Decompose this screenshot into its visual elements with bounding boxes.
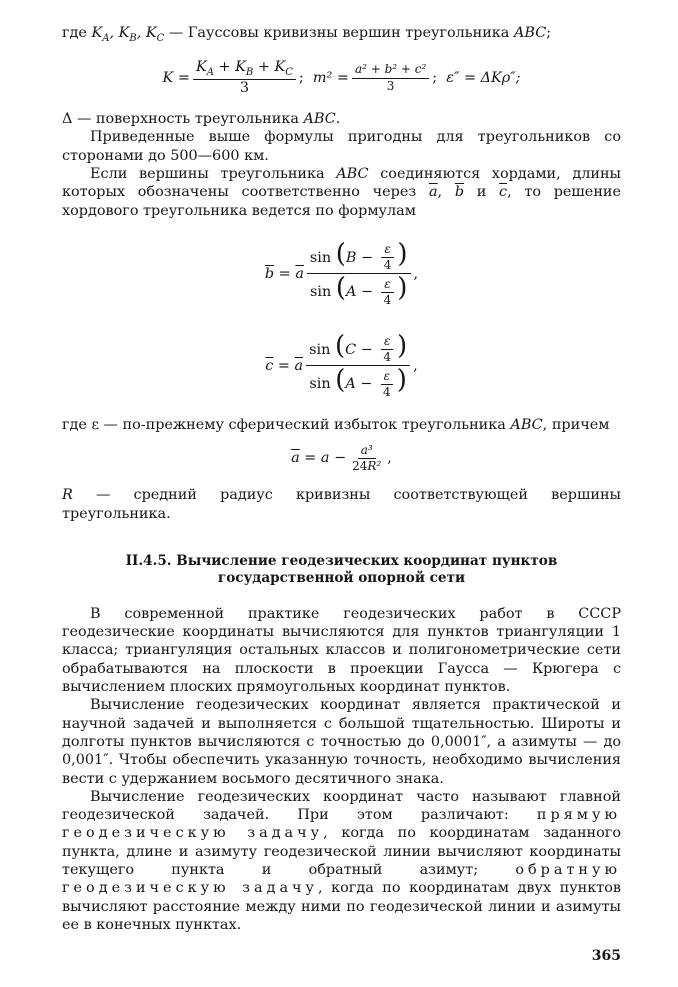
formula-b-bar: $\overline{b}$ = $\overline{a}$ sin (B − $\frac{\varepsilon}{4}$ ) sin (A − $\frac{\varepsilon}{4}$ ) ,: [264, 238, 419, 307]
delta-definition: Δ — поверхность треугольника ABC.: [62, 111, 341, 128]
formulas-valid-paragraph: Приведенные выше формулы пригодны для треугольников со сторонами до 500—600 км.: [62, 129, 621, 164]
paragraph-practice: В современной практике геодезических работ в СССР геодезические координаты вычисляются для пунктов триангуляции 1 класса; триангуляция остальных классов и полигонометрические сети обрабатываются на плоскости в проекции Гаусса — Крюгера с вычислением плоских прямоугольных координат пунктов.: [62, 605, 621, 696]
chords-paragraph: Если вершины треугольника ABC соединяются хордами, длины которых обозначены соответственно через $\overline{a}$, $\overline{b}$ и $\overline{c}$, то решение хордового треугольника ведется по формулам: [62, 166, 622, 219]
book-page: [62, 18, 621, 978]
formula-a-bar: $\overline{a}$ = a − $\frac{\text{a³}}{\text{24R²}}$ ,: [291, 442, 392, 473]
curvature-definition: где $K_A$, $K_B$, $K_C$ — Гауссовы кривизны вершин треугольника ABC;: [62, 25, 552, 44]
formula-k-m-epsilon: K = $\frac{K_A + K_B + K_C}{3}$ ; m² = $\frac{\text{a² + b² + c²}}{3}$ ; ε″ = ΔKρ″;: [162, 58, 521, 96]
formula-c-bar: $\overline{c}$ = $\overline{a}$ sin (C − $\frac{\varepsilon}{4}$ ) sin (A − $\frac{\varepsilon}{4}$ ) ,: [265, 330, 418, 399]
section-heading: II.4.5. Вычисление геодезических координат пунктов государственной опорной сети: [125, 552, 558, 586]
paragraph-geodetic-problem: Вычисление геодезических координат часто называют главной геодезической задачей. При этом различают: прямую геодезическую задачу, когда по координатам заданного пункта, длине и азимуту геодезической линии вычисляют координаты текущего пункта и обратный азимут; обратную геодезическую задачу, когда по координатам двух пунктов вычисляют расстояние между ними по геодезической линии и азимуты ее в конечных пунктах.: [62, 788, 622, 933]
epsilon-paragraph: где ε — по-прежнему сферический избыток треугольника ABC, причем: [62, 416, 610, 433]
paragraph-accuracy: Вычисление геодезических координат является практической и научной задачей и выполняется с большой тщательностью. Широты и долготы пунктов вычисляются с точностью до 0,0001″, а азимуты — до 0,001″. Чтобы обеспечить указанную точность, необходимо вычисления вести с удержанием восьмого десятичного знака.: [62, 697, 621, 787]
radius-paragraph: R — средний радиус кривизны соответствующей вершины треугольника.: [62, 487, 622, 522]
page-number: 365: [591, 948, 621, 964]
